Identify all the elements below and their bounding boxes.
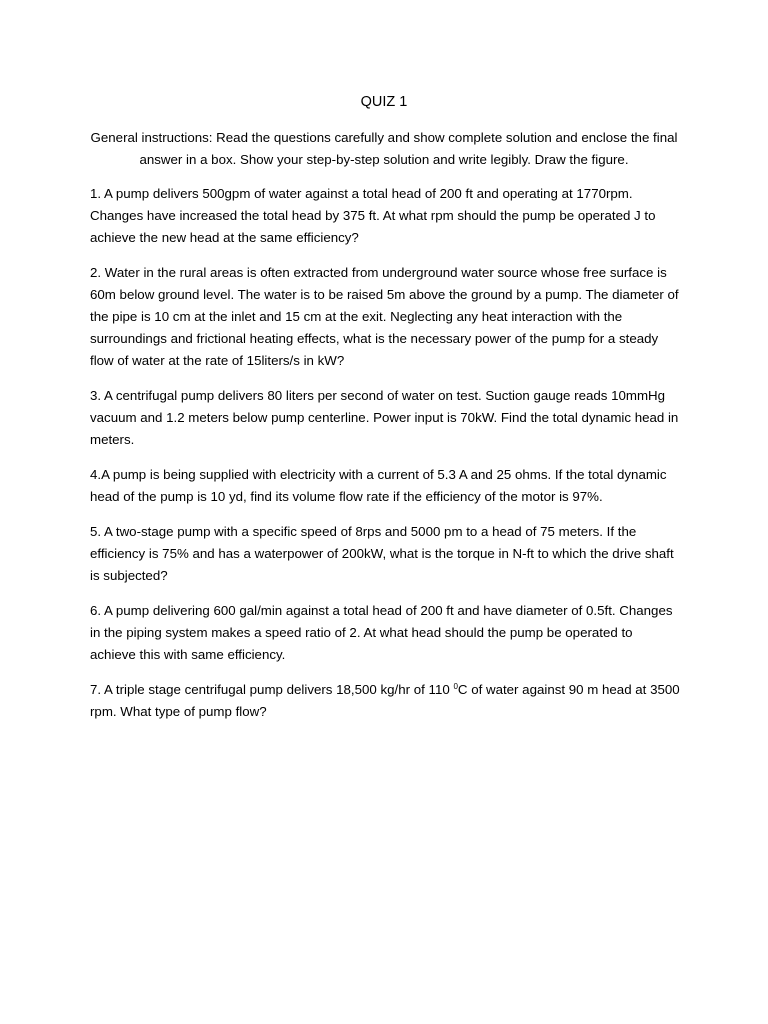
question-2: 2. Water in the rural areas is often extracted from underground water source whose free surface is 60m below ground level. The water is to be raised 5m above the ground by a pump. The diameter of the pipe is 10 cm at the inlet and 15 cm at the exit. Neglecting any heat interaction with the surroundings and frictional heating effects, what is the necessary power of the pump for a steady flow of water at the rate of 15liters/s in kW? — [90, 265, 679, 368]
question-5: 5. A two-stage pump with a specific speed of 8rps and 5000 pm to a head of 75 meters. If the efficiency is 75% and has a waterpower of 200kW, what is the torque in N-ft to which the drive shaft is subjected? — [90, 524, 674, 583]
question-7 — [90, 679, 682, 723]
page-title: QUIZ 1 — [360, 94, 408, 110]
question-list — [90, 183, 682, 736]
question-4: 4.A pump is being supplied with electricity with a current of 5.3 A and 25 ohms. If the total dynamic head of the pump is 10 yd, find its volume flow rate if the efficiency of the motor is 97%. — [90, 467, 667, 504]
question-7-text-start: 7. A triple stage centrifugal pump delivers 18,500 kg/hr of 110 — [90, 682, 454, 697]
question-1: 1. A pump delivers 500gpm of water against a total head of 200 ft and operating at 1770rpm. Changes have increased the total head by 375 ft. At what rpm should the pump be operated J to achieve the new head at the same efficiency? — [90, 186, 656, 245]
question-6: 6. A pump delivering 600 gal/min against a total head of 200 ft and have diameter of 0.5ft. Changes in the piping system makes a speed ratio of 2. At what head should the pump be operated to achieve this with same efficiency. — [90, 603, 673, 662]
general-instructions: General instructions: Read the questions carefully and show complete solution and enclose the final answer in a box. Show your step-by-step solution and write legibly. Draw the figure. — [90, 130, 678, 167]
question-7-degree-superscript: 0 — [453, 682, 458, 691]
question-7-text-end: C of water against 90 m head at 3500 rpm. What type of pump flow? — [90, 682, 680, 719]
question-3: 3. A centrifugal pump delivers 80 liters per second of water on test. Suction gauge reads 10mmHg vacuum and 1.2 meters below pump centerline. Power input is 70kW. Find the total dynamic head in meters. — [90, 388, 679, 447]
